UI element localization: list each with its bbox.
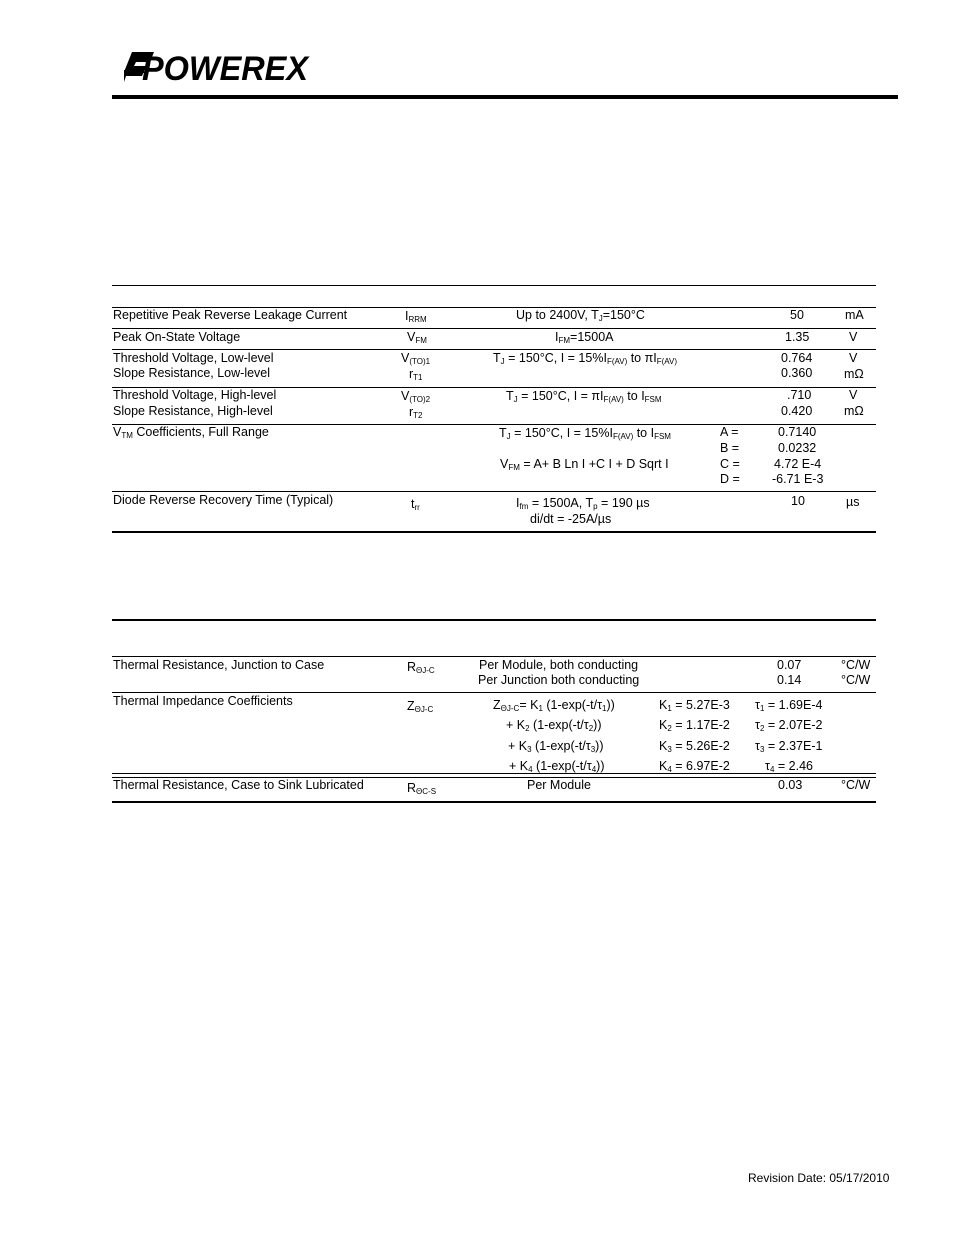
coef-value: 0.0232: [778, 441, 817, 455]
value: 1.35: [785, 330, 810, 344]
param-rth-junction-case: Thermal Resistance, Junction to Case: [113, 658, 325, 672]
impedance-term: + $K_2$ $(1-\exp(-t/\tau_2))$: [506, 718, 602, 733]
unit: µs: [846, 495, 860, 509]
condition: $I_{FM}=1500A$: [555, 330, 614, 345]
table-rule: [112, 349, 876, 350]
condition: $T_J = 150^\circ C$, $I = 15\%I_{F(AV)}$ to $I_{FSM}$: [499, 426, 671, 441]
param-leakage: Repetitive Peak Reverse Leakage Current: [113, 308, 348, 322]
unit: V: [849, 330, 858, 344]
symbol: $R_{\Theta J-C}$: [407, 660, 435, 675]
symbol: $V_{FM}$: [407, 330, 427, 345]
tau-coefficient: $\tau_2 = 2.07E-2$: [755, 718, 823, 733]
table-rule: [112, 328, 876, 329]
coef-value: 0.7140: [778, 425, 817, 439]
unit: °C/W: [841, 778, 871, 792]
param-recovery-time: Diode Reverse Recovery Time (Typical): [113, 493, 334, 507]
table-rule: [112, 801, 876, 803]
symbol: $V_{(TO)1}$: [401, 351, 431, 366]
k-coefficient: $K_2 = 1.17E-2$: [659, 718, 730, 733]
param-threshold-low: Threshold Voltage, Low-level: [113, 351, 274, 365]
value: .710: [787, 388, 812, 402]
param-vtm-coefficients: $V_{TM}$ Coefficients, Full Range: [113, 425, 269, 440]
logo-text: POWEREX: [142, 50, 310, 84]
symbol: $t_{rr}$: [411, 497, 420, 512]
unit: V: [849, 388, 858, 402]
formula: $V_{FM} = A+ B$ Ln I +C I + D Sqrt I: [500, 457, 669, 472]
condition: di/dt = -25A/µs: [530, 512, 612, 526]
symbol: $V_{(TO)2}$: [401, 389, 431, 404]
table-rule: [112, 692, 876, 693]
table-rule: [112, 619, 876, 621]
impedance-term: + $K_4$ $(1-\exp(-t/\tau_4))$: [509, 759, 605, 774]
condition: Per Module: [527, 778, 591, 792]
value: 0.764: [781, 351, 813, 365]
value: 0.420: [781, 404, 813, 418]
powerex-logo: [124, 50, 310, 84]
unit: mA: [845, 308, 864, 322]
coef-value: -6.71 E-3: [772, 472, 824, 486]
symbol: $r_{T1}$: [409, 367, 423, 382]
value: 0.14: [777, 673, 802, 687]
tau-coefficient: $\tau_3 = 2.37E-1$: [755, 739, 823, 754]
unit: °C/W: [841, 673, 871, 687]
condition: $T_J = 150^\circ C$, $I = 15\%I_{F(AV)}$ to $\pi I_{F(AV)}$: [493, 351, 677, 366]
symbol: $r_{T2}$: [409, 405, 423, 420]
symbol: $R_{\Theta C-S}$: [407, 781, 437, 796]
table-rule: [112, 531, 876, 533]
condition: $I_{fm} = 1500A$, $T_p = 190$ µs: [516, 496, 650, 511]
param-threshold-high: Threshold Voltage, High-level: [113, 388, 277, 402]
k-coefficient: $K_3 = 5.26E-2$: [659, 739, 730, 754]
value: 0.360: [781, 366, 813, 380]
k-coefficient: $K_1 = 5.27E-3$: [659, 698, 730, 713]
value: 0.07: [777, 658, 802, 672]
coef-label: B =: [720, 441, 740, 455]
param-on-state-voltage: Peak On-State Voltage: [113, 330, 241, 344]
condition: $T_J = 150^\circ C$, $I = \pi I_{F(AV)}$ to $I_{FSM}$: [506, 389, 662, 404]
table-rule: [112, 491, 876, 492]
coef-label: D =: [720, 472, 740, 486]
table-rule: [112, 285, 876, 286]
condition: Per Module, both conducting: [479, 658, 639, 672]
param-thermal-impedance: Thermal Impedance Coefficients: [113, 694, 293, 708]
header-rule: [112, 95, 898, 99]
k-coefficient: $K_4 = 6.97E-2$: [659, 759, 730, 774]
param-slope-high: Slope Resistance, High-level: [113, 404, 273, 418]
tau-coefficient: $\tau_1 = 1.69E-4$: [755, 698, 823, 713]
symbol: $Z_{\Theta J-C}$: [407, 699, 434, 714]
unit: °C/W: [841, 658, 871, 672]
coef-label: A =: [720, 425, 739, 439]
unit: V: [849, 351, 858, 365]
table-rule: [112, 656, 876, 657]
value: 50: [790, 308, 804, 322]
unit: mΩ: [844, 367, 864, 381]
revision-date: Revision Date: 05/17/2010: [748, 1171, 890, 1185]
coef-value: 4.72 E-4: [774, 457, 822, 471]
condition: Up to 2400V, $T_J=150^\circ C$: [516, 308, 645, 323]
condition: Per Junction both conducting: [478, 673, 640, 687]
table-rule: [112, 773, 876, 774]
tau-coefficient: $\tau_4 = 2.46$: [765, 759, 813, 774]
impedance-term: + $K_3$ $(1-\exp(-t/\tau_3))$: [508, 739, 604, 754]
param-rth-case-sink: Thermal Resistance, Case to Sink Lubricated: [113, 778, 364, 792]
value: 10: [791, 494, 805, 508]
coef-label: C =: [720, 457, 740, 471]
unit: mΩ: [844, 404, 864, 418]
value: 0.03: [778, 778, 803, 792]
param-slope-low: Slope Resistance, Low-level: [113, 366, 271, 380]
symbol: $I_{RRM}$: [405, 309, 427, 324]
impedance-term: $Z_{\Theta J-C}= K_1$ $(1-\exp(-t/\tau_1))$: [493, 698, 615, 713]
